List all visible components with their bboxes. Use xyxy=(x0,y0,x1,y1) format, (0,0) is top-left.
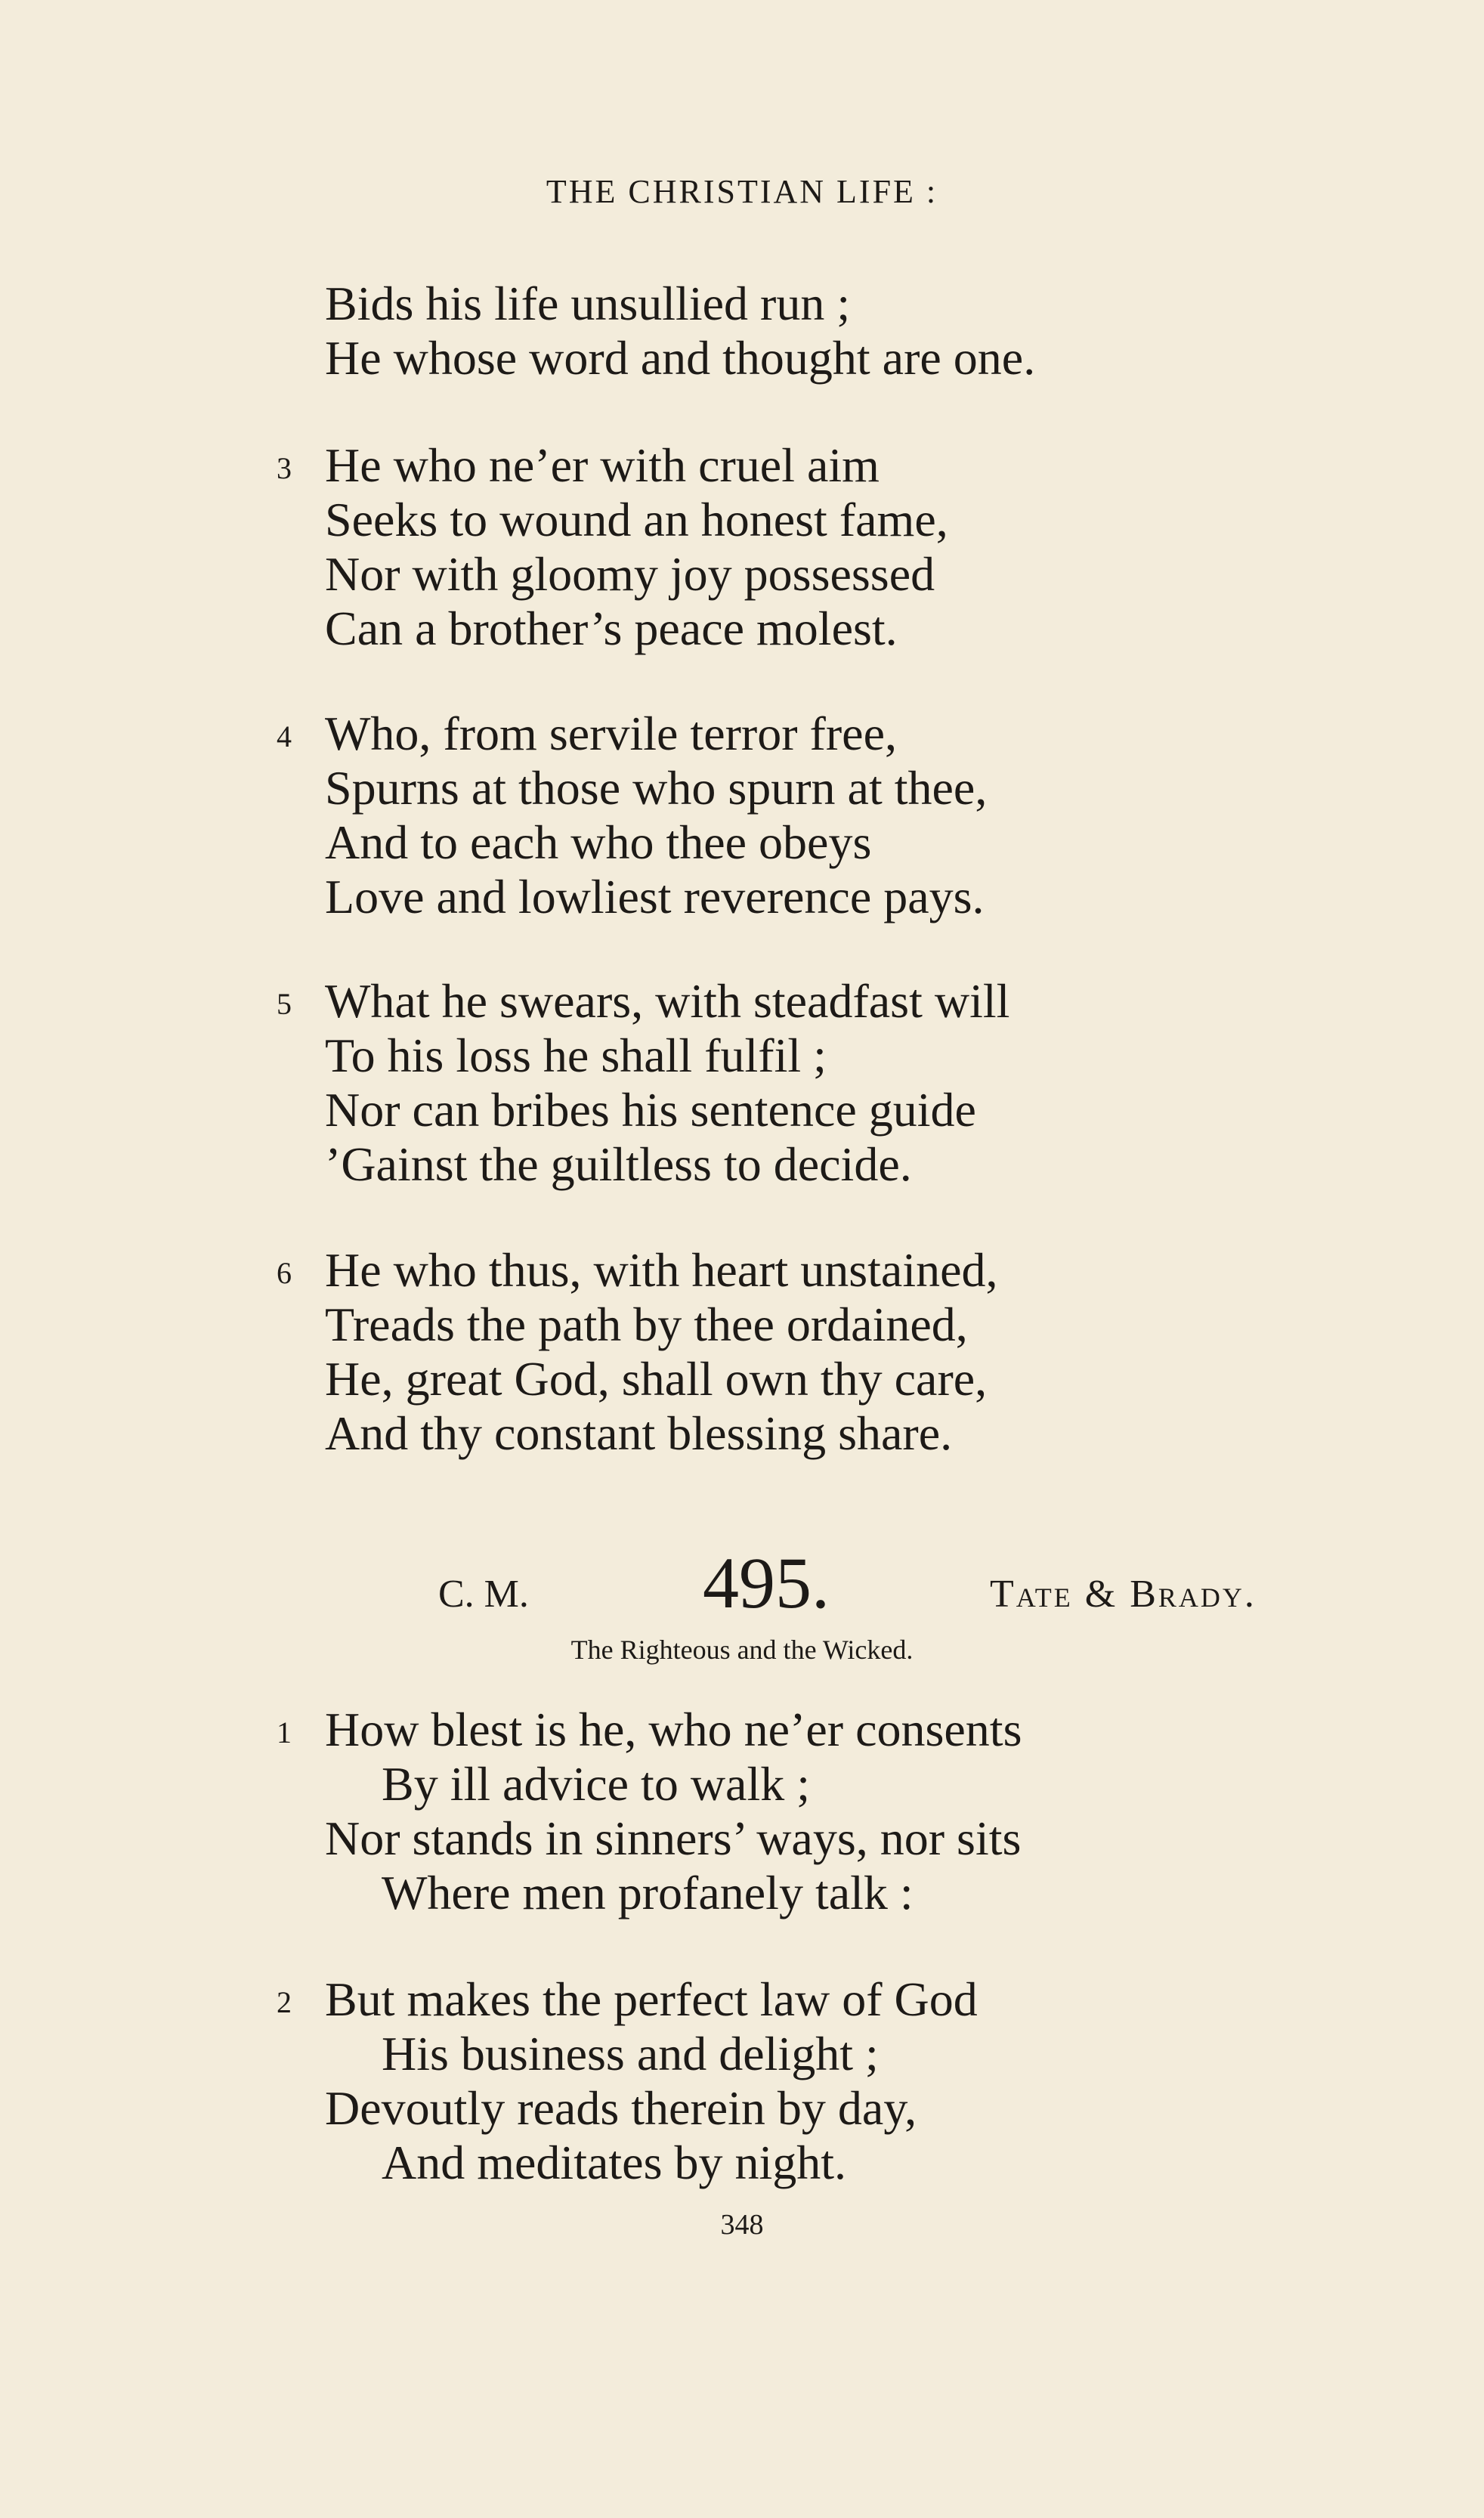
verse-line: Where men profanely talk : xyxy=(382,1866,914,1919)
stanza-number: 2 xyxy=(277,1985,292,2019)
hymn-header xyxy=(0,1542,1484,1625)
verse-line: What he swears, with steadfast will xyxy=(325,974,1010,1028)
verse-line: But makes the perfect law of God xyxy=(325,1972,978,2026)
stanza-number: 1 xyxy=(277,1715,292,1749)
verse-line: How blest is he, who ne’er consents xyxy=(325,1703,1022,1756)
hymn-author: Tate & Brady. xyxy=(990,1573,1257,1616)
verse-line: Seeks to wound an honest fame, xyxy=(325,493,948,546)
verse-line: And thy constant blessing share. xyxy=(325,1406,953,1460)
hymn-subtitle: The Righteous and the Wicked. xyxy=(570,1635,914,1665)
verse-line: By ill advice to walk ; xyxy=(382,1757,810,1811)
stanza-number: 5 xyxy=(277,987,292,1021)
verse-line: Spurns at those who spurn at thee, xyxy=(325,761,988,815)
verse-line: To his loss he shall fulfil ; xyxy=(325,1029,827,1082)
hymn-meter: C. M. xyxy=(438,1573,529,1616)
verse-line: And meditates by night. xyxy=(382,2136,847,2189)
stanza-number: 4 xyxy=(277,719,292,753)
verse-line: He who ne’er with cruel aim xyxy=(325,438,880,492)
stanza-number: 6 xyxy=(277,1256,292,1290)
verse-line: He whose word and thought are one. xyxy=(325,331,1036,385)
verse-line: Devoutly reads therein by day, xyxy=(325,2081,917,2135)
verse-line: Love and lowliest reverence pays. xyxy=(325,870,985,923)
verse-line: Bids his life unsullied run ; xyxy=(325,277,851,330)
verse-line: Nor with gloomy joy possessed xyxy=(325,547,935,601)
verse-line: His business and delight ; xyxy=(382,2027,879,2080)
verse-line: Who, from servile terror free, xyxy=(325,707,897,760)
verse-line: He who thus, with heart unstained, xyxy=(325,1243,998,1297)
verse-line: ’Gainst the guiltless to decide. xyxy=(325,1137,912,1191)
verse-line: Nor can bribes his sentence guide xyxy=(325,1083,976,1137)
verse-line: And to each who thee obeys xyxy=(325,815,872,869)
verse-line: Can a brother’s peace molest. xyxy=(325,602,898,655)
stanza-number: 3 xyxy=(277,451,292,485)
hymn-number: 495. xyxy=(703,1542,830,1623)
running-head: THE CHRISTIAN LIFE : xyxy=(546,173,938,210)
verse-line: Treads the path by thee ordained, xyxy=(325,1298,968,1351)
verse-line: He, great God, shall own thy care, xyxy=(325,1352,988,1406)
verse-line: Nor stands in sinners’ ways, nor sits xyxy=(325,1811,1022,1865)
page-number: 348 xyxy=(720,2209,764,2241)
